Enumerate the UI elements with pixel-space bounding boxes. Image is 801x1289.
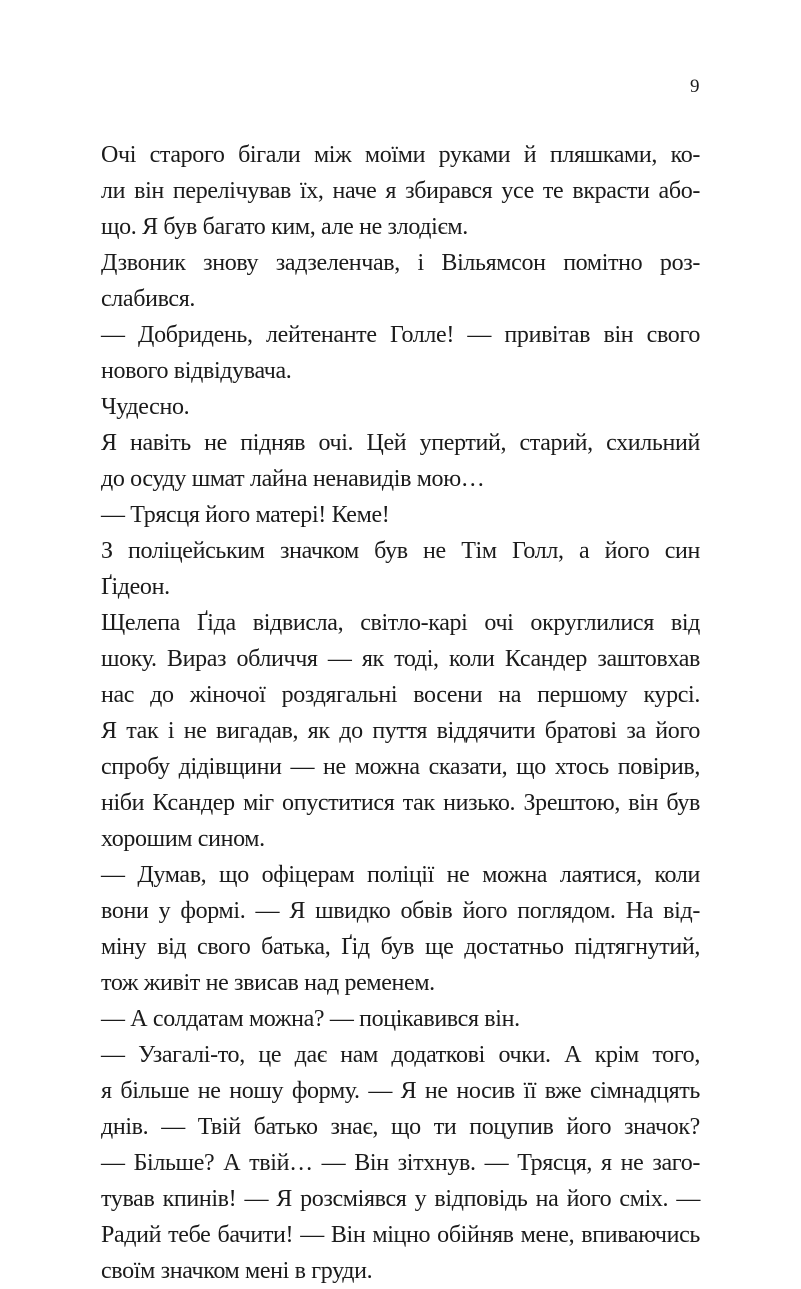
text-line: шоку. Вираз обличчя — як тоді, коли Ксандер заштовхав [101, 646, 700, 672]
text-line: Ґідеон. [101, 574, 170, 600]
text-line: — Думав, що офіцерам поліції не можна лаятися, коли [101, 862, 700, 888]
text-line: — А солдатам можна? — поцікавився він. [101, 1006, 520, 1032]
text-line: — Трясця його матері! Кеме! [101, 502, 390, 528]
text-line: що. Я був багато ким, але не злодієм. [101, 214, 468, 240]
text-line: спробу дідівщини — не можна сказати, що хтось повірив, [101, 754, 700, 780]
page-number: 9 [690, 76, 700, 97]
text-line: Щелепа Ґіда відвисла, світло-карі очі округлилися від [101, 610, 700, 636]
text-line: нового відвідувача. [101, 358, 292, 384]
text-line: нас до жіночої роздягальні восени на першому курсі. [101, 682, 700, 708]
text-line: — Узагалі-то, це дає нам додаткові очки. А крім того, [101, 1042, 700, 1068]
text-line: — Більше? А твій… — Він зітхнув. — Трясця, я не заго- [101, 1150, 700, 1176]
body-text [101, 137, 700, 1289]
text-line: своїм значком мені в груди. [101, 1258, 373, 1284]
text-line: — Добридень, лейтенанте Голле! — привітав він свого [101, 322, 700, 348]
text-line: я більше не ношу форму. — Я не носив її вже сімнадцять [101, 1078, 700, 1104]
text-line: слабився. [101, 286, 196, 312]
text-line: ли він перелічував їх, наче я збирався усе те вкрасти або- [101, 178, 700, 204]
text-line: до осуду шмат лайна ненавидів мою… [101, 466, 485, 492]
text-line: Очі старого бігали між моїми руками й пляшками, ко- [101, 142, 700, 168]
text-line: хорошим сином. [101, 826, 265, 852]
text-line: Я навіть не підняв очі. Цей упертий, старий, схильний [101, 430, 700, 456]
text-line: Дзвоник знову задзеленчав, і Вільямсон помітно роз- [101, 250, 700, 276]
text-line: міну від свого батька, Ґід був ще достатньо підтягнутий, [101, 934, 700, 960]
text-line: Радий тебе бачити! — Він міцно обійняв мене, впиваючись [101, 1222, 700, 1248]
text-line: ніби Ксандер міг опуститися так низько. Зрештою, він був [101, 790, 700, 816]
text-line: тував кпинів! — Я розсміявся у відповідь на його сміх. — [101, 1186, 700, 1212]
text-line: вони у формі. — Я швидко обвів його поглядом. На від- [101, 898, 700, 924]
text-line: тож живіт не звисав над ременем. [101, 970, 435, 996]
text-line: Я так і не вигадав, як до пуття віддячити братові за його [101, 718, 700, 744]
text-line: Чудесно. [101, 394, 190, 420]
text-line: днів. — Твій батько знає, що ти поцупив його значок? [101, 1114, 700, 1140]
text-line: З поліцейським значком був не Тім Голл, а його син [101, 538, 700, 564]
